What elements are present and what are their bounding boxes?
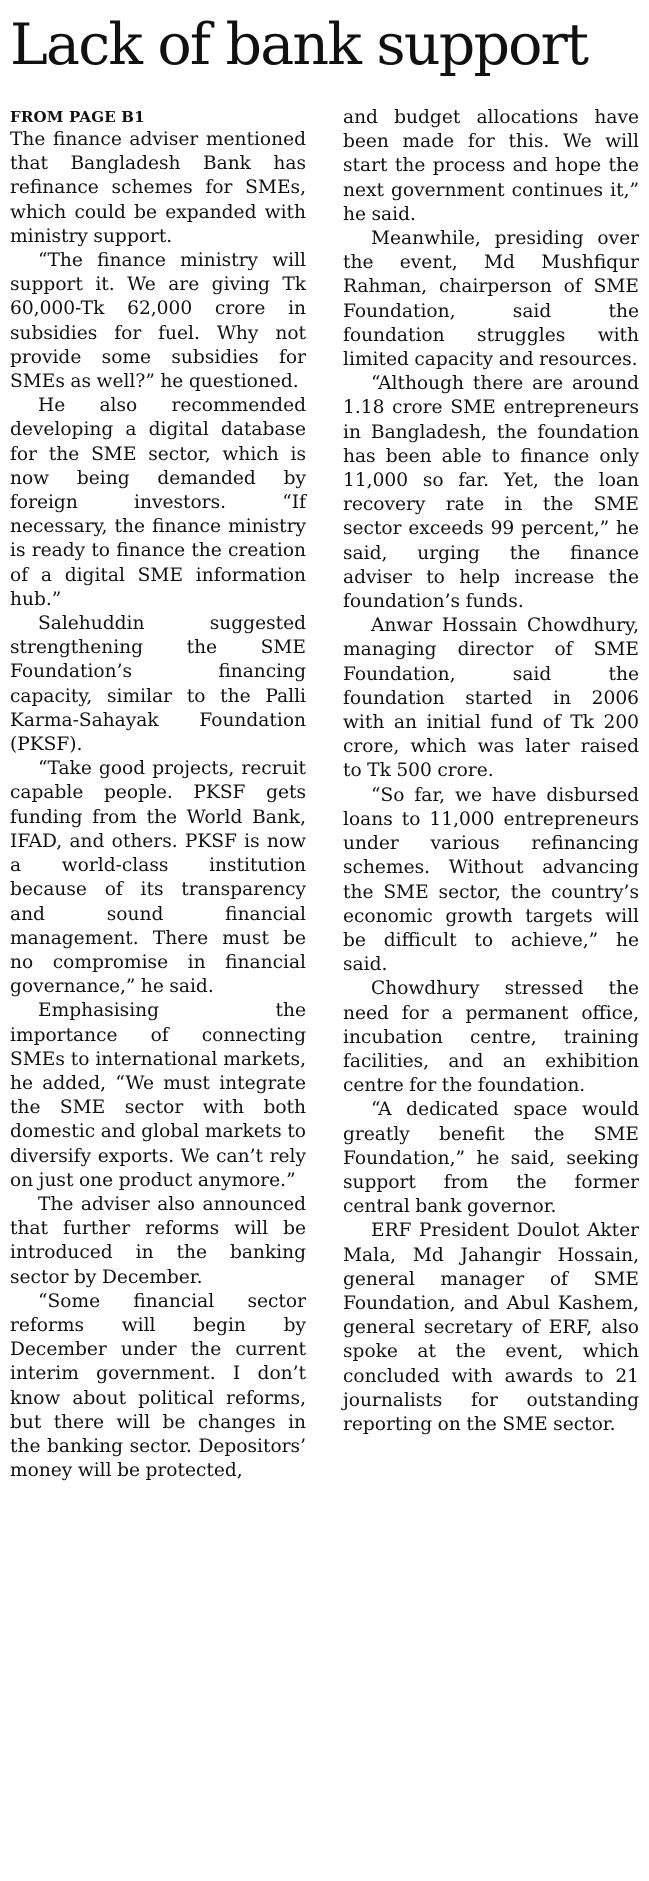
paragraph: Emphasising the importance of connecting SMEs to international markets, he added, “We must integrate the SME sector with both domestic and global markets to diversify exports. We can’t rely on just one product anymore.” (10, 1000, 306, 1191)
paragraph: “Take good projects, recruit capable people. PKSF gets funding from the World Bank, IFAD, and others. PKSF is now a world-class institution because of its transparency and sound financial management. There must be no compromise in financial governance,” he said. (10, 758, 306, 998)
paragraph: The finance adviser mentioned that Bangladesh Bank has refinance schemes for SMEs, which could be expanded with ministry support. (10, 129, 306, 247)
paragraph: Anwar Hossain Chowdhury, managing director of SME Foundation, said the foundation started in 2006 with an initial fund of Tk 200 crore, which was later raised to Tk 500 crore. (343, 615, 639, 782)
paragraph: He also recommended developing a digital database for the SME sector, which is now being demanded by foreign investors. “If necessary, the finance ministry is ready to finance the creation of a digital SME information hub.” (10, 395, 306, 610)
paragraph: “A dedicated space would greatly benefit the SME Foundation,” he said, seeking support from the former central bank governor. (343, 1099, 639, 1218)
paragraph: Meanwhile, presiding over the event, Md Mushfiqur Rahman, chairperson of SME Foundation, said the foundation struggles with limited capacity and resources. (343, 228, 639, 371)
paragraph: ERF President Doulot Akter Mala, Md Jahangir Hossain, general manager of SME Foundation, and Abul Kashem, general secretary of ERF, also spoke at the event, which concluded with awards to 21 journalists for outstanding reporting on the SME sector. (343, 1220, 639, 1435)
paragraph: Chowdhury stressed the need for a permanent office, incubation centre, training facilities, and an exhibition centre for the foundation. (343, 978, 639, 1097)
left-column (10, 106, 306, 1483)
right-column (343, 106, 639, 1437)
dateline: FROM PAGE B1 (10, 108, 145, 126)
paragraph: and budget allocations have been made for this. We will start the process and hope the next government continues it,” he said. (343, 107, 639, 225)
paragraph: Salehuddin suggested strengthening the SME Foundation’s financing capacity, similar to the Palli Karma-Sahayak Foundation (PKSF). (10, 613, 306, 756)
paragraph: “Some financial sector reforms will begin by December under the current interim government. I don’t know about political reforms, but there will be changes in the banking sector. Depositors’ money will be protected, (10, 1290, 306, 1482)
headline: Lack of bank support (10, 12, 588, 78)
paragraph: The adviser also announced that further reforms will be introduced in the banking sector by December. (10, 1193, 306, 1288)
paragraph: “Although there are around 1.18 crore SME entrepreneurs in Bangladesh, the foundation has been able to finance only 11,000 so far. Yet, the loan recovery rate in the SME sector exceeds 99 percent,” he said, urging the finance adviser to help increase the foundation’s funds. (343, 373, 639, 613)
paragraph: “So far, we have disbursed loans to 11,000 entrepreneurs under various refinancing schemes. Without advancing the SME sector, the country’s economic growth targets will be difficult to achieve,” he said. (343, 784, 639, 976)
paragraph: “The finance ministry will support it. We are giving Tk 60,000-Tk 62,000 crore in subsidies for fuel. Why not provide some subsidies for SMEs as well?” he questioned. (10, 250, 306, 393)
